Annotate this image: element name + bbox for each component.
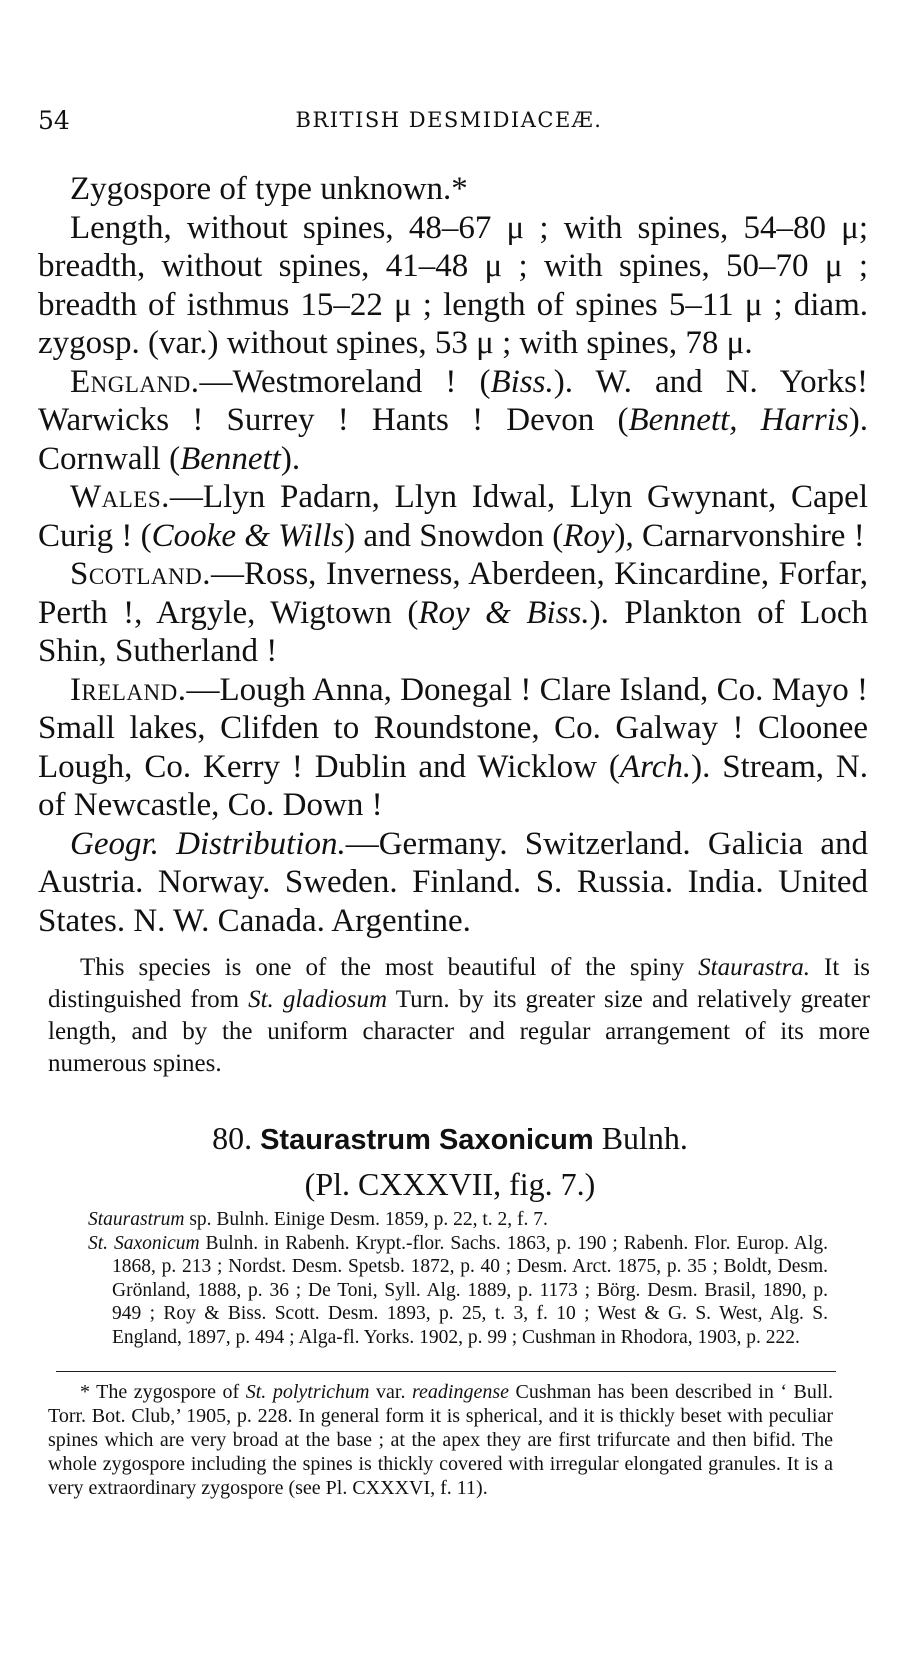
zygospore-line: Zygospore of type unknown.* (70, 171, 468, 207)
wales-text: ), Carnarvonshire ! (614, 517, 865, 554)
ireland-text: —Lough Anna, Donegal ! Clare Island, Co. Mayo ! Small lakes, Clifden to Roundstone, Co. Galway ! Cloonee Lough, Co. Kerry ! Dublin and Wicklow ( (38, 671, 868, 785)
reference-text: Bulnh. in Rabenh. Krypt.-flor. Sachs. 1863, p. 190 ; Rabenh. Flor. Europ. Alg. 1868, p. 213 ; Nordst. Desm. Spetsb. 1872, p. 40 ; Desm. Arct. 1875, p. 35 ; Boldt, Desm. Grönland, 1888, p. 36 ; De Toni, Syll. Alg. 1889, p. 1173 ; Börg. Desm. Brasil, 1890, p. 949 ; Roy & Biss. Scott. Desm. 1893, p. 25, t. 3, f. 10 ; West & G. S. West, Alg. S. England, 1897, p. 494 ; Alga-fl. Yorks. 1902, p. 99 ; Cushman in Rhodora, 1903, p. 222. (112, 1232, 828, 1348)
footnote-text: var. (369, 1381, 412, 1403)
geographic-distribution (38, 825, 868, 941)
scotland-label: Scotland. (70, 556, 211, 592)
england-collector: Bennett (180, 440, 281, 477)
scotland-text: ). Plankton of Loch Shin, Sutherland ! (38, 594, 868, 669)
wales-collector: Cooke & Wills (151, 517, 345, 554)
wales-records (38, 478, 868, 555)
england-text: —Westmoreland ! ( (199, 363, 491, 400)
england-records (38, 363, 868, 479)
dimensions-paragraph: Length, without spines, 48–67 μ ; with spines, 54–80 μ; breadth, without spines, 41–48 μ ; with spines, 50–70 μ ; breadth of isthmus 15–22 μ ; length of spines 5–11 μ ; diam. zygosp. (var.) without spines, 53 μ ; with spines, 78 μ. (38, 209, 868, 361)
footnote-text: * The zygospore of (80, 1381, 246, 1403)
scotland-collector: Roy & Biss. (418, 594, 590, 631)
england-collector: Bennett, Harris (628, 402, 849, 438)
england-text: ). Cornwall ( (38, 402, 868, 477)
remark-paragraph (48, 952, 870, 1080)
synonymy-references (88, 1208, 828, 1349)
reference-taxon: St. Saxonicum (88, 1232, 200, 1254)
remark-taxon: Staurastra. (698, 954, 810, 981)
england-collector: Biss. (490, 363, 554, 400)
ireland-text: ). Stream, N. of Newcastle, Co. Down ! (38, 748, 868, 823)
reference-taxon: Staurastrum (88, 1209, 185, 1230)
england-label: England. (70, 363, 200, 400)
ireland-label: Ireland. (70, 671, 187, 708)
scotland-records (38, 555, 868, 671)
footnote-taxon: readingense (411, 1381, 509, 1403)
species-author: Bulnh. (601, 1120, 688, 1156)
plate-reference: (Pl. CXXXVII, fig. 7.) (304, 1166, 596, 1202)
species-description (38, 170, 868, 940)
species-name: Staurastrum Saxonicum (260, 1124, 594, 1156)
footnote-divider (56, 1371, 836, 1372)
reference-entry (88, 1232, 828, 1350)
reference-text: sp. Bulnh. Einige Desm. 1859, p. 22, t. 2, f. 7. (184, 1209, 548, 1230)
running-title: BRITISH DESMIDIACEÆ. (295, 108, 603, 132)
scotland-text: —Ross, Inverness, Aberdeen, Kincardine, Forfar, Perth !, Argyle, Wigtown ( (38, 556, 868, 631)
footnote-taxon: St. polytrichum (245, 1381, 370, 1403)
remark-text: It is distinguished from (48, 954, 870, 1013)
geogr-text: —Germany. Switzerland. Galicia and Austria. Norway. Sweden. Finland. S. Russia. India. United States. N. W. Canada. Argentine. (38, 825, 868, 939)
footnote-text: Cushman has been described in ‘ Bull. Torr. Bot. Club,’ 1905, p. 228. In general form it is spherical, and it is thickly beset with peculiar spines which are very broad at the base ; at the apex they are first trifurcate and then bifid. The whole zygospore including the spines is thickly covered with irregular elongated granules. It is a very extraordinary zygospore (see Pl. CXXXVI, f. 11). (48, 1381, 833, 1499)
ireland-records (38, 671, 868, 825)
species-number: 80. (212, 1120, 253, 1156)
reference-entry (88, 1208, 828, 1232)
species-remark (48, 952, 870, 1080)
remark-taxon: St. gladiosum (248, 986, 388, 1013)
page-header (38, 106, 860, 140)
england-text: ). (280, 440, 301, 477)
wales-label: Wales. (70, 479, 170, 515)
ireland-collector: Arch. (619, 748, 692, 785)
geogr-label: Geogr. Distribution. (70, 825, 346, 862)
remark-text: Turn. by its greater size and relatively greater length, and by the uniform character and regular arrangement of its more numerous spines. (48, 986, 870, 1077)
wales-collector: Roy (563, 517, 615, 554)
england-text: ). W. and N. Yorks! Warwicks ! Surrey ! Hants ! Devon ( (38, 363, 868, 438)
footnote-paragraph (48, 1380, 833, 1500)
wales-text: ) and Snowdon ( (344, 517, 564, 554)
wales-text: —Llyn Padarn, Llyn Idwal, Llyn Gwynant, Capel Curig ! ( (38, 479, 868, 554)
species-heading (0, 1118, 900, 1206)
species-title (0, 1118, 900, 1160)
remark-text: This species is one of the most beautiful of the spiny (80, 954, 699, 981)
page-number: 54 (38, 106, 70, 135)
footnote (48, 1380, 833, 1500)
